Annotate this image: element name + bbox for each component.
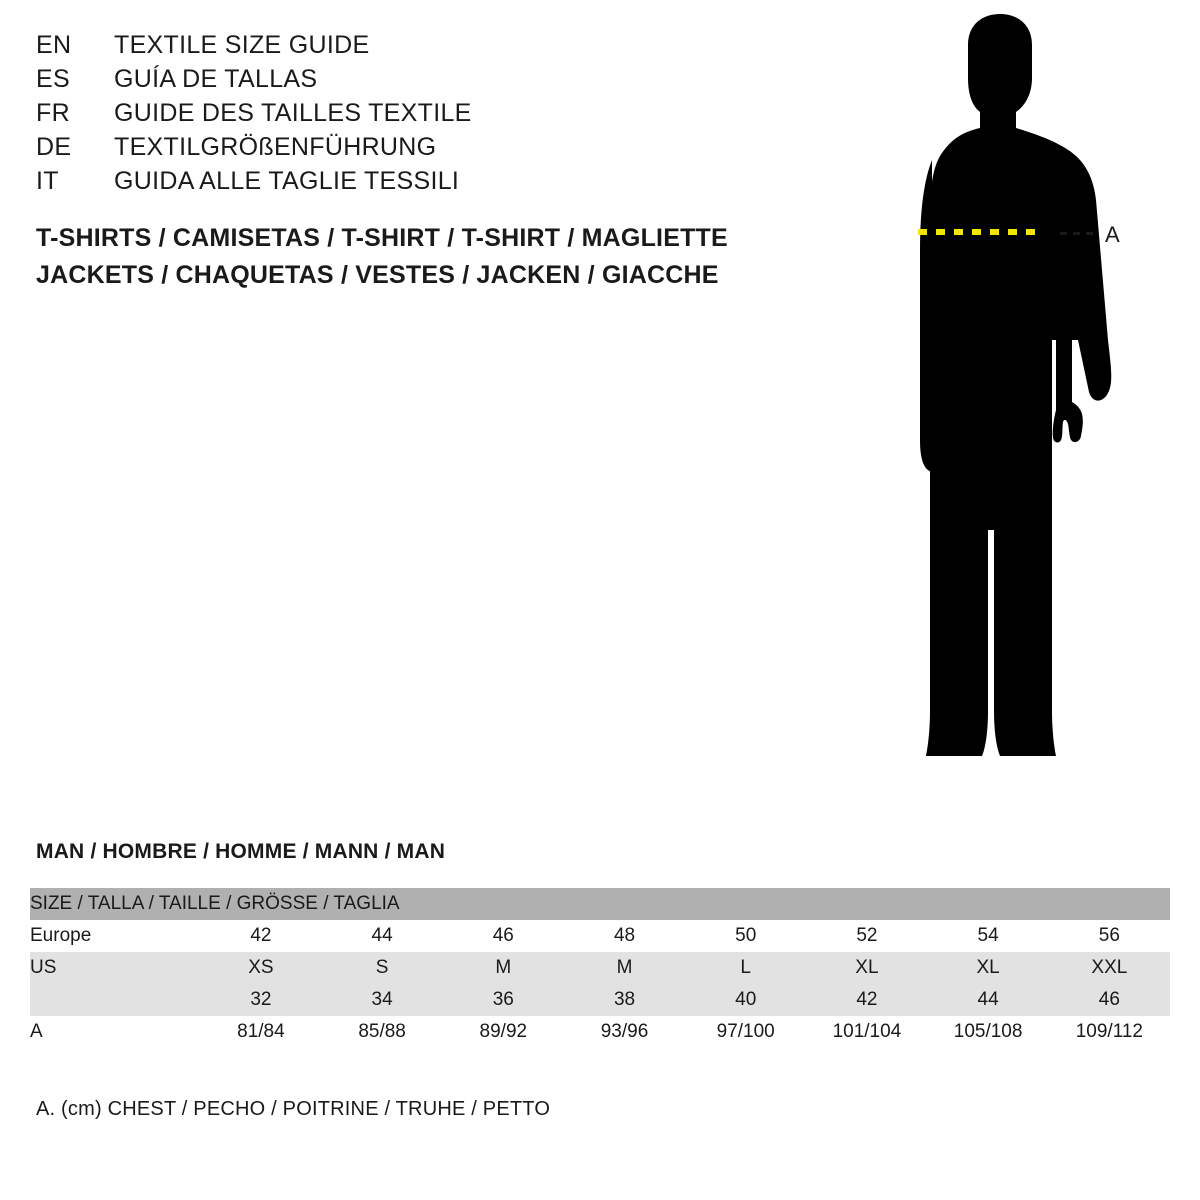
row-label: US [30, 952, 200, 984]
table-row [30, 984, 1170, 1016]
table-cell: 42 [806, 984, 927, 1016]
table-cell: XL [928, 952, 1049, 984]
table-cell: L [685, 952, 806, 984]
table-row [30, 1016, 1170, 1048]
size-table [30, 888, 1170, 1048]
table-cell: S [322, 952, 443, 984]
table-cell: 52 [806, 920, 927, 952]
language-code: DE [36, 133, 72, 161]
language-row [36, 62, 736, 96]
table-cell: 105/108 [928, 1016, 1049, 1048]
table-cell: 101/104 [806, 1016, 927, 1048]
row-label: Europe [30, 920, 200, 952]
language-title: GUIDA ALLE TAGLIE TESSILI [114, 167, 460, 195]
silhouette-icon [820, 10, 1200, 800]
table-cell: XL [806, 952, 927, 984]
measure-label-a: A [1105, 222, 1120, 247]
table-cell: 40 [685, 984, 806, 1016]
table-cell: XS [200, 952, 321, 984]
table-cell: 44 [322, 920, 443, 952]
language-title: GUÍA DE TALLAS [114, 65, 318, 93]
table-cell: 32 [200, 984, 321, 1016]
language-code: EN [36, 31, 72, 59]
language-title: TEXTILE SIZE GUIDE [114, 31, 370, 59]
table-cell: 109/112 [1049, 1016, 1170, 1048]
garment-category-list [36, 220, 836, 294]
table-cell: M [443, 952, 564, 984]
language-row [36, 28, 736, 62]
table-cell: 44 [928, 984, 1049, 1016]
table-header-label: SIZE / TALLA / TAILLE / GRÖSSE / TAGLIA [30, 888, 1170, 920]
table-cell: 54 [928, 920, 1049, 952]
male-silhouette-figure [820, 10, 1200, 800]
table-cell: 34 [322, 984, 443, 1016]
table-cell: XXL [1049, 952, 1170, 984]
row-label [30, 984, 200, 1016]
language-list [36, 28, 736, 198]
language-title: GUIDE DES TAILLES TEXTILE [114, 99, 472, 127]
table-cell: 85/88 [322, 1016, 443, 1048]
table-cell: 48 [564, 920, 685, 952]
table-cell: 93/96 [564, 1016, 685, 1048]
language-row [36, 96, 736, 130]
garment-category: T-SHIRTS / CAMISETAS / T-SHIRT / T-SHIRT / MAGLIETTE [36, 224, 728, 252]
row-label: A [30, 1016, 200, 1048]
footnote-chest-measurement: A. (cm) CHEST / PECHO / POITRINE / TRUHE / PETTO [36, 1098, 551, 1120]
table-cell: M [564, 952, 685, 984]
language-row [36, 164, 736, 198]
language-title: TEXTILGRÖßENFÜHRUNG [114, 133, 437, 161]
table-cell: 38 [564, 984, 685, 1016]
measure-leader-line [1060, 232, 1098, 235]
language-code: IT [36, 167, 59, 195]
table-header-row [30, 888, 1170, 920]
table-cell: 89/92 [443, 1016, 564, 1048]
table-cell: 56 [1049, 920, 1170, 952]
table-cell: 97/100 [685, 1016, 806, 1048]
section-title-man: MAN / HOMBRE / HOMME / MANN / MAN [36, 840, 446, 863]
language-code: ES [36, 65, 70, 93]
garment-category: JACKETS / CHAQUETAS / VESTES / JACKEN / GIACCHE [36, 261, 719, 289]
table-cell: 50 [685, 920, 806, 952]
language-row [36, 130, 736, 164]
table-cell: 46 [443, 920, 564, 952]
table-row [30, 952, 1170, 984]
table-cell: 42 [200, 920, 321, 952]
table-cell: 46 [1049, 984, 1170, 1016]
language-code: FR [36, 99, 70, 127]
table-row [30, 920, 1170, 952]
table-cell: 36 [443, 984, 564, 1016]
table-cell: 81/84 [200, 1016, 321, 1048]
